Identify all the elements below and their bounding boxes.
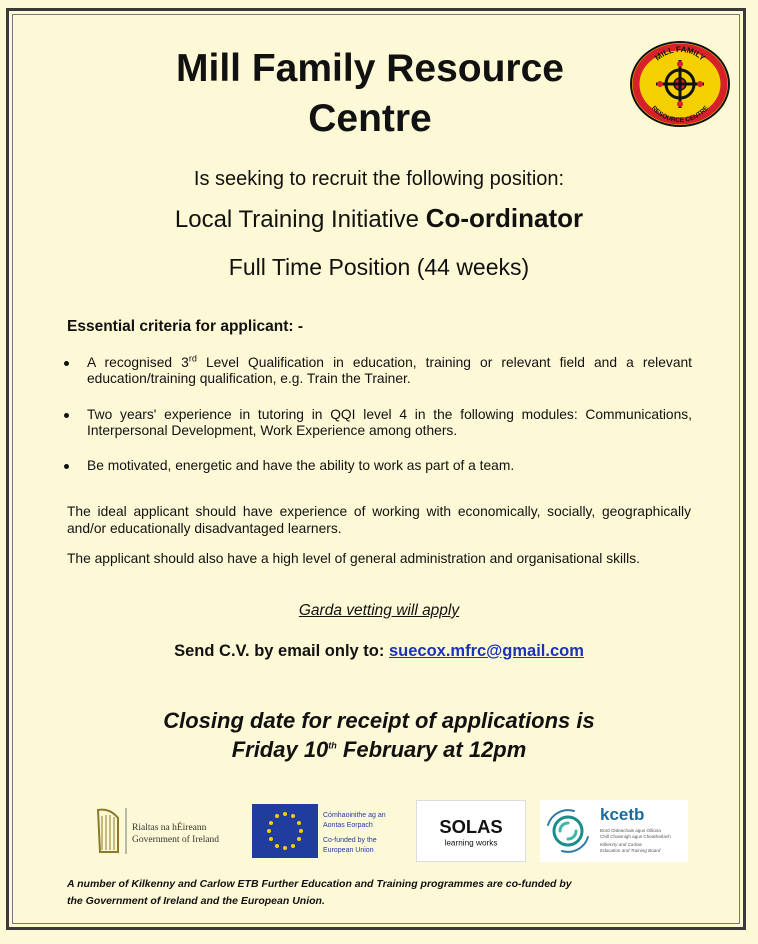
gov-line-2: Government of Ireland — [132, 835, 220, 845]
mfrc-logo-text-bottom: RESOURCE CENTRE — [649, 104, 711, 125]
send-cv-label: Send C.V. by email only to: — [174, 642, 389, 660]
title-line-1: Mill Family Resource — [176, 47, 564, 90]
kcetb-sub-3: Kilkenny and Carlow — [600, 842, 642, 847]
closing-month-time: February at 12pm — [336, 737, 527, 762]
eu-line-4: European Union — [323, 847, 374, 854]
garda-vetting-note: Garda vetting will apply — [298, 602, 460, 619]
send-cv-line — [20, 642, 738, 661]
closing-superscript: th — [328, 740, 337, 751]
kcetb-sub-1: Bord Oideachais agus Oiliúna — [600, 828, 661, 833]
kcetb-sub-2: Chill Chainnigh agus Cheatharlach — [600, 834, 671, 839]
gov-line-1: Rialtas na hÉireann — [132, 823, 207, 833]
eu-line-3: Co-funded by the — [323, 837, 377, 844]
funder-logos — [88, 800, 688, 862]
solas-tagline: learning works — [444, 838, 498, 848]
criteria-text: Level Qualification in education, training or relevant field and a relevant education/training qualification, e.g. Train the Trainer. — [87, 355, 693, 386]
page-title — [110, 44, 630, 144]
kcetb-name: kcetb — [600, 805, 645, 824]
full-time-text: Full Time Position (44 weeks) — [228, 254, 530, 280]
kcetb-swirl-icon — [548, 810, 588, 852]
eu-line-1: Cómhaoinithe ag an — [323, 812, 386, 819]
closing-line-1: Closing date for receipt of applications is — [163, 708, 595, 733]
position-role: Co-ordinator — [425, 203, 584, 233]
ideal-applicant-paragraph: The ideal applicant should have experience of working with economically, socially, geographically and/or educationally disadvantaged learners. — [67, 504, 691, 536]
kcetb-logo — [540, 800, 688, 862]
eu-line-2: Aontas Eorpach — [323, 822, 373, 829]
cofunding-line-1: A number of Kilkenny and Carlow ETB Further Education and Training programmes are co-funded by — [67, 878, 572, 890]
criteria-item: Be motivated, energetic and have the ability to work as part of a team. — [60, 458, 692, 474]
criteria-list — [60, 355, 692, 474]
criteria-text: A recognised 3 — [87, 355, 189, 370]
kcetb-sub-4: Education and Training Board — [600, 848, 661, 853]
criteria-item — [60, 355, 692, 387]
cofunding-line-2: the Government of Ireland and the European Union. — [67, 895, 325, 907]
solas-logo — [416, 800, 526, 862]
closing-line-2 — [232, 737, 527, 762]
criteria-heading: Essential criteria for applicant: - — [67, 318, 304, 335]
seeking-text: Is seeking to recruit the following position: — [193, 168, 565, 190]
criteria-superscript: rd — [188, 353, 197, 364]
closing-date — [20, 706, 738, 764]
cofunding-note — [67, 876, 691, 910]
mfrc-logo — [628, 40, 732, 128]
position-title — [20, 203, 738, 234]
closing-day: Friday 10 — [231, 737, 329, 762]
position-prefix: Local Training Initiative — [174, 206, 426, 233]
government-of-ireland-logo — [88, 800, 238, 862]
harp-icon — [98, 810, 118, 852]
eu-cofunded-logo — [252, 800, 402, 862]
mfrc-logo-text-top: MILL FAMILY — [653, 44, 707, 63]
criteria-item: Two years' experience in tutoring in QQI level 4 in the following modules: Communications, Interpersonal Development, Work Experience among others. — [60, 407, 692, 439]
email-link[interactable]: suecox.mfrc@gmail.com — [388, 642, 584, 660]
administration-paragraph: The applicant should also have a high level of general administration and organisational skills. — [67, 551, 640, 566]
title-line-2: Centre — [308, 97, 432, 140]
solas-name: SOLAS — [439, 815, 503, 837]
